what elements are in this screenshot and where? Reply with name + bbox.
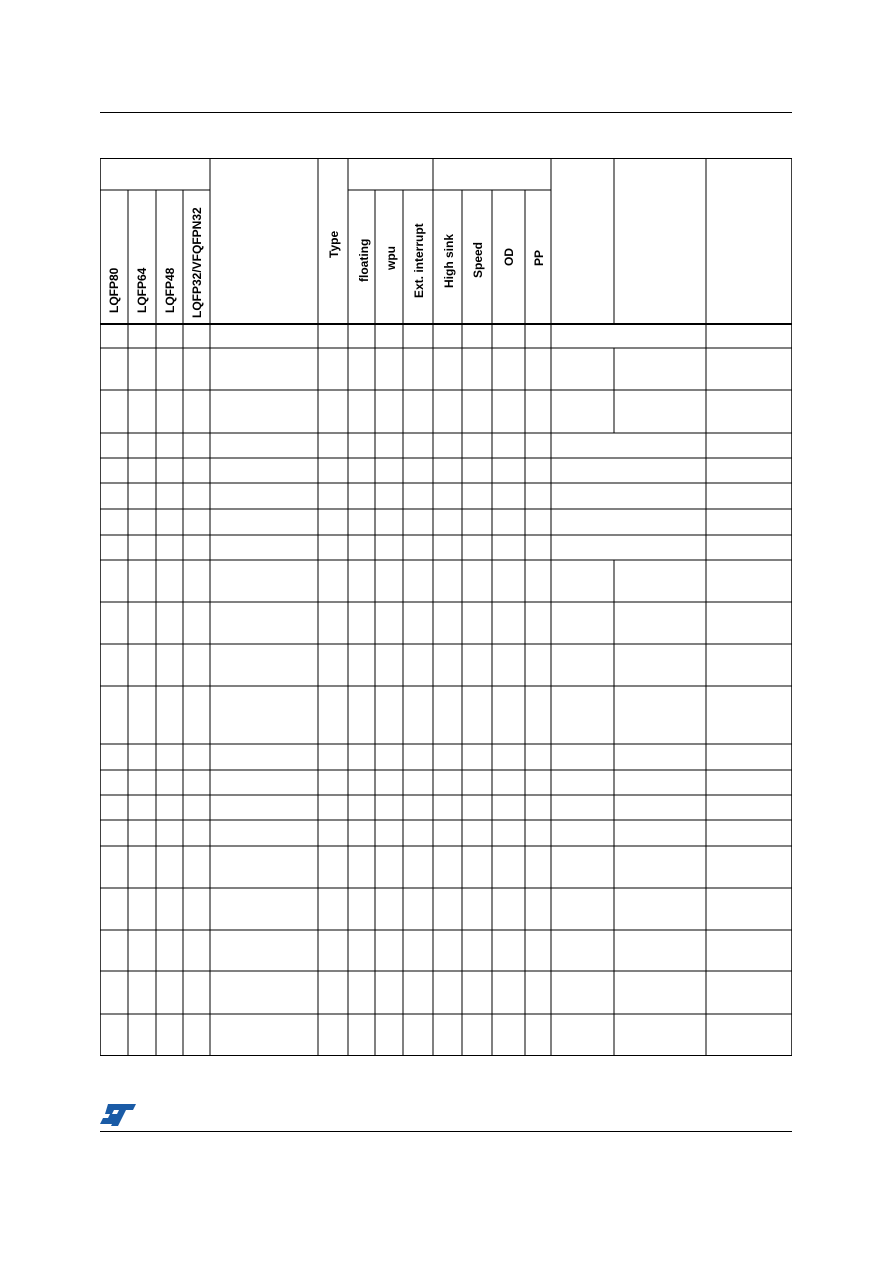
header-lqfp64: LQFP64 xyxy=(135,267,149,313)
header-wpu: wpu xyxy=(384,246,398,270)
header-speed: Speed xyxy=(471,241,485,278)
pin-description-table xyxy=(100,158,792,1056)
header-ext-interrupt: Ext. interrupt xyxy=(412,223,426,298)
header-pp: PP xyxy=(532,249,546,266)
header-lqfp48: LQFP48 xyxy=(163,267,177,313)
header-lqfp80: LQFP80 xyxy=(107,267,121,313)
header-floating: floating xyxy=(357,238,371,282)
st-logo-icon xyxy=(100,1104,136,1126)
footer-rule xyxy=(100,1131,792,1132)
header-rule xyxy=(100,112,792,113)
header-type: Type xyxy=(327,230,341,258)
header-high-sink: High sink xyxy=(442,233,456,288)
header-od: OD xyxy=(502,248,516,266)
header-lqfp32-vfqfpn32: LQFP32/VFQFPN32 xyxy=(190,207,204,318)
